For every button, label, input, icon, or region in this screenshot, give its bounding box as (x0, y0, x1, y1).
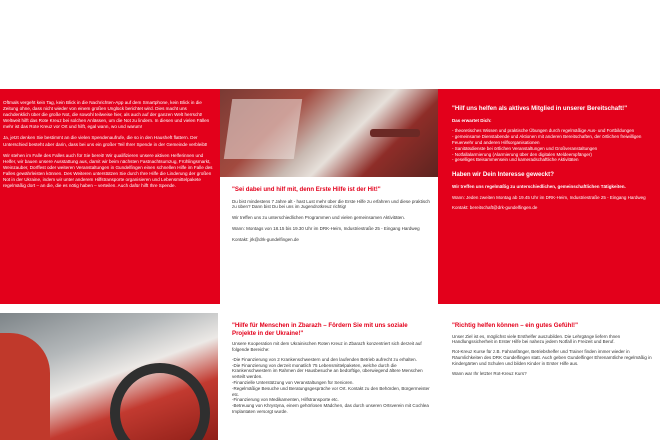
ukraine-paragraph-1: Unsere Kooperation mit dem Ukrainischen Roten Kreuz in Zbarazh konzentriert sich derzeit auf folgende Bereiche: (232, 341, 422, 352)
firstaid-paragraph-1: Unser Ziel ist es, möglichst viele Ersthelfer auszubilden. Die Lehrgänge liefern Ihnen Handlungssicherheit in Erster Hilfe bei nahezu jedem Notfall in Freizeit und Beruf. (452, 333, 621, 345)
ukraine-text (232, 322, 432, 419)
interest-heading: Haben wir Dein Interesse geweckt? (452, 171, 554, 179)
vehicle-interior-photo (0, 313, 218, 440)
intro-paragraph-1: Oftmals vergeht kein Tag, kein Blick in die Nachrichten-App auf dem Smartphone, kein Blick in die Zeitung ohne, dass nicht wieder von einem großen Unglück berichtet wird. Dies macht uns nachdenklich über die große Not, die sowohl teilweise hier, als auch auf der ganzen Welt herrscht! Weltweit hilft das Rote Kreuz bei solchen Anlässen, um die Not zu lindern. In diesen und vielen Fällen mehr ist das Rote Kreuz vor Ort und hilft, egal wann, wo und warum! (3, 100, 210, 130)
youth-heading: "Sei dabei und hilf mit, denn Erste Hilfe ist der Hit!" (232, 186, 381, 193)
youth-text (232, 186, 432, 248)
membership-paragraph-1: Wir treffen uns regelmäßig zu unterschiedlichen, gemeinschaftlichen Tätigkeiten. (452, 183, 626, 189)
ambulance-door-photo (220, 89, 438, 177)
steering-wheel-shape (110, 363, 210, 440)
seat-shape (0, 333, 50, 440)
door-handle-shape (370, 129, 420, 137)
firstaid-paragraph-2: Rot-Kreuz Kurse für z.B. Fahranfänger, Betriebshelfer und Trainer finden immer wieder in Räumlichkeiten des DRK Gundelfingen statt. Auch geben Gundelfinger Ehrenamtliche regelmäßig in Kindergärten und Schulen und bilden Kinder in Erster Hilfe aus. (452, 349, 652, 366)
intro-paragraph-3: Wir stehen im Falle des Falles auch für Sie bereit! Wir qualifizieren unsere aktiven Helferinnen und Helfer, wir bauen unsere Ausstattung aus, damit wir beim nächsten Fastnachtsumzug, Frühlingsmarkt, Weinzauber, Dorffest oder weiteren Veranstaltungen in Gundelfingen einen schnellen Hilfe im Falle des Falles gewährleisten können. Des Weiteren unterstützen Sie durch Ihre Hilfe die Linderung der großen Not in der Ukraine, indem wir unter anderem Hilfstransporte organisieren und Lebensmittelpakete regelmäßig dort – an die, die es nötig haben – verteilen. Auch dafür hilft Ihre Spende. (3, 152, 213, 189)
youth-contact: Kontakt: jrk@drk-gundelfingen.de (232, 236, 299, 242)
membership-list: - theoretisches Wissen und praktische Übungen durch regelmäßige Aus- und Fortbildungen - gemeinsame Dienstabende und Aktionen mit anderen Bereitschaften, der örtlichen freiwilligen Feuerwehr und anderen Hilfsorganisationen - Sanitätsdienste bei örtlichen Veranstaltungen und Großveranstaltungen - Notfallalarmierung (Alarmierung über den digitalen Meldeempfänger) - geselliges Beisammensein und kameradschaftliche Aktivitäten (452, 128, 642, 163)
membership-paragraph-2: Wann: Jeden zweiten Montag ab 19.45 Uhr im DRK-Heim, Industriestraße 25 - Eingang Hardweg (452, 194, 646, 200)
window-shape (224, 99, 302, 159)
membership-subheading: Das erwartet Dich: (452, 117, 492, 123)
youth-paragraph-3: Wann: Montags von 18.15 bis 19.30 Uhr im DRK-Heim, Industriestraße 25 - Eingang Hardweg (232, 225, 420, 231)
membership-text (452, 105, 652, 216)
youth-paragraph-1: Du bist mindestens 7 Jahre alt - hast Lust mehr über die Erste Hilfe zu erfahren und diese praktisch zu üben? Dann bist Du bei uns im Jugendrotkreuz richtig! (232, 198, 430, 210)
membership-contact: Kontakt: bereitschaft@drk-gundelfingen.de (452, 205, 538, 211)
firstaid-paragraph-3: Wann war Ihr letzter Rot-Kreuz Kurs? (452, 370, 527, 376)
intro-paragraph-2: Ja, jetzt denken Sie bestimmt an die vielen Spendenaufrufe, die so in den Hausheft flattern. Der Unterschied besteht aber darin, dass bei uns ein großer Teil Ihrer Spende in der Gemeinde verbleibt! (3, 135, 208, 147)
intro-column (3, 100, 213, 194)
firstaid-heading: "Richtig helfen können – ein gutes Gefühl!" (452, 322, 578, 329)
firstaid-text (452, 322, 652, 380)
ukraine-heading: "Hilfe für Menschen in Zbarazh – Fördern Sie mit uns soziale Projekte in der Ukraine!" (232, 322, 408, 337)
membership-heading: "Hilf uns helfen als aktives Mitglied in unserer Bereitschaft!" (452, 105, 628, 112)
ukraine-list: -Die Finanzierung von 2 Krankenschwestern und den laufenden Betrieb aufrecht zu erhalten. -Die Finanzierung von derzeit monatlich 75 Lebensmittelpaketen, welche durch die Krankenschwestern im Rahmen der Hausbesuche an bedürftige, überwiegend ältere Menschen verteilt werden. -Finanzielle Unterstützung von Veranstaltungen für Senioren. -Regelmäßige Besuche und Beratungsgespräche vor Ort. Kontakt zu den Behörden, Bürgermeister etc. -Finanzierung von Medikamenten, Hilfstransporte etc. -Betreuung von Khrystyna, einem gehörlosen Mädchen, das durch unseren Ortsverein mit Cochlea Implantaten versorgt wurde. (232, 356, 430, 414)
youth-paragraph-2: Wir treffen uns zu unterschiedlichen Programmen und vielen gemeinsamen Aktivitäten. (232, 215, 406, 221)
